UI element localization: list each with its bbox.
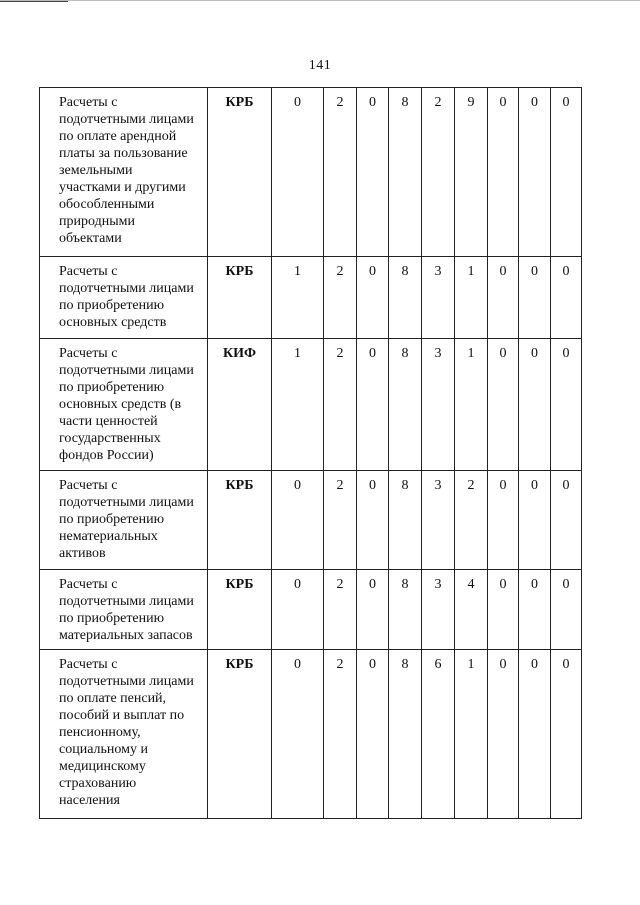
account-digit-1: 0 <box>272 570 324 650</box>
account-digit-8: 0 <box>519 88 551 257</box>
classification-code: КРБ <box>208 471 272 570</box>
account-digit-6: 1 <box>455 257 488 339</box>
account-digit-5: 3 <box>422 257 455 339</box>
account-digit-9: 0 <box>551 471 582 570</box>
account-digit-5: 6 <box>422 650 455 819</box>
account-description: Расчеты с подотчетными лицами по оплате арендной платы за пользование земельными участками и другими обособленными природными объектами <box>59 95 194 246</box>
classification-code: КРБ <box>208 88 272 257</box>
account-digit-4: 8 <box>389 650 422 819</box>
table-row <box>40 339 582 471</box>
account-digit-8: 0 <box>519 650 551 819</box>
account-digit-9: 0 <box>551 88 582 257</box>
account-description: Расчеты с подотчетными лицами по приобретению материальных запасов <box>59 577 194 643</box>
table-row <box>40 257 582 339</box>
classification-code: КРБ <box>208 570 272 650</box>
account-digit-8: 0 <box>519 339 551 471</box>
account-digit-1: 0 <box>272 88 324 257</box>
account-digit-2: 2 <box>324 570 357 650</box>
account-digit-4: 8 <box>389 471 422 570</box>
account-digit-3: 0 <box>357 650 389 819</box>
account-description-cell <box>40 570 208 650</box>
account-digit-7: 0 <box>488 570 519 650</box>
account-digit-2: 2 <box>324 88 357 257</box>
account-digit-7: 0 <box>488 88 519 257</box>
account-description: Расчеты с подотчетными лицами по приобретению основных средств (в части ценностей государственных фондов России) <box>59 346 194 463</box>
account-digit-4: 8 <box>389 88 422 257</box>
table-row <box>40 650 582 819</box>
account-digit-1: 0 <box>272 471 324 570</box>
account-digit-5: 3 <box>422 471 455 570</box>
account-description-cell <box>40 257 208 339</box>
account-digit-6: 9 <box>455 88 488 257</box>
account-digit-6: 1 <box>455 339 488 471</box>
account-digit-8: 0 <box>519 570 551 650</box>
account-digit-9: 0 <box>551 339 582 471</box>
account-digit-1: 1 <box>272 339 324 471</box>
account-digit-4: 8 <box>389 339 422 471</box>
account-digit-6: 4 <box>455 570 488 650</box>
table-row <box>40 570 582 650</box>
account-digit-9: 0 <box>551 570 582 650</box>
account-digit-3: 0 <box>357 570 389 650</box>
account-digit-4: 8 <box>389 570 422 650</box>
account-digit-8: 0 <box>519 257 551 339</box>
accounts-table <box>39 87 582 819</box>
account-digit-2: 2 <box>324 339 357 471</box>
account-digit-2: 2 <box>324 257 357 339</box>
classification-code: КРБ <box>208 257 272 339</box>
account-digit-6: 1 <box>455 650 488 819</box>
account-digit-2: 2 <box>324 471 357 570</box>
table-row <box>40 471 582 570</box>
table-row <box>40 88 582 257</box>
classification-code: КИФ <box>208 339 272 471</box>
account-digit-3: 0 <box>357 471 389 570</box>
account-digit-1: 0 <box>272 650 324 819</box>
account-digit-5: 2 <box>422 88 455 257</box>
account-digit-2: 2 <box>324 650 357 819</box>
account-digit-5: 3 <box>422 339 455 471</box>
account-digit-9: 0 <box>551 650 582 819</box>
account-digit-3: 0 <box>357 88 389 257</box>
page-number: 141 <box>308 58 332 73</box>
account-description: Расчеты с подотчетными лицами по оплате пенсий, пособий и выплат по пенсионному, социальному и медицинскому страхованию населения <box>59 657 194 808</box>
scan-edge-line <box>0 0 640 1</box>
account-digit-5: 3 <box>422 570 455 650</box>
account-digit-9: 0 <box>551 257 582 339</box>
account-description: Расчеты с подотчетными лицами по приобретению нематериальных активов <box>59 478 194 561</box>
account-digit-7: 0 <box>488 471 519 570</box>
account-description-cell <box>40 88 208 257</box>
account-description-cell <box>40 471 208 570</box>
account-description-cell <box>40 650 208 819</box>
account-digit-7: 0 <box>488 257 519 339</box>
accounts-table-body <box>40 88 582 819</box>
account-description: Расчеты с подотчетными лицами по приобретению основных средств <box>59 264 194 330</box>
account-digit-4: 8 <box>389 257 422 339</box>
account-digit-1: 1 <box>272 257 324 339</box>
classification-code: КРБ <box>208 650 272 819</box>
account-digit-6: 2 <box>455 471 488 570</box>
account-digit-3: 0 <box>357 339 389 471</box>
account-digit-7: 0 <box>488 339 519 471</box>
account-description-cell <box>40 339 208 471</box>
account-digit-8: 0 <box>519 471 551 570</box>
account-digit-3: 0 <box>357 257 389 339</box>
account-digit-7: 0 <box>488 650 519 819</box>
